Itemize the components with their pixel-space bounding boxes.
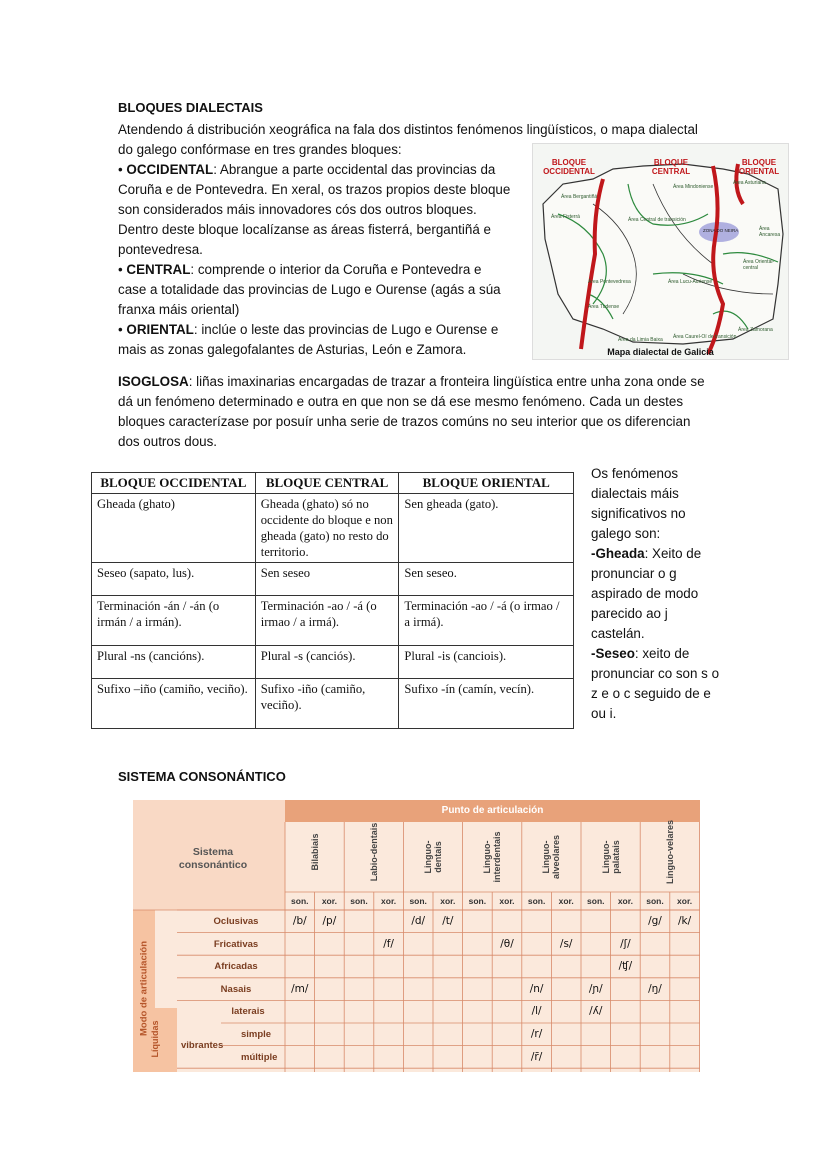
liquidas-label: Líquidas bbox=[150, 1020, 160, 1058]
table-cell: Terminación -ao / -á (o irmao / a irmá). bbox=[255, 596, 399, 646]
phoneme-cell: /m/ bbox=[291, 982, 309, 995]
table-row bbox=[92, 494, 574, 563]
map-label-occidental: BLOQUE OCCIDENTAL bbox=[543, 158, 595, 176]
place-header: Bilabiais bbox=[309, 833, 320, 871]
table-cell: Plural -is (canciois). bbox=[399, 646, 574, 679]
phoneme-cell: /p/ bbox=[322, 915, 337, 927]
dialect-table-header bbox=[92, 473, 574, 494]
map-caption: Mapa dialectal de Galicia bbox=[607, 347, 714, 357]
phoneme-cell: /θ/ bbox=[500, 937, 514, 950]
row-label: Africadas bbox=[214, 961, 258, 973]
son-header: son. bbox=[409, 896, 427, 906]
xor-header: xor. bbox=[617, 896, 633, 906]
row-label: laterais bbox=[231, 1006, 265, 1018]
son-header: son. bbox=[646, 896, 664, 906]
map-area-label: Área Asturiana bbox=[733, 180, 766, 186]
son-header: son. bbox=[291, 896, 309, 906]
son-header: son. bbox=[587, 896, 605, 906]
phoneme-cell: /d/ bbox=[411, 915, 426, 927]
table-cell: Terminación -án / -án (o irmán / a irmán). bbox=[92, 596, 256, 646]
side-notes bbox=[591, 464, 721, 724]
row-label: Nasais bbox=[220, 983, 252, 995]
xor-header: xor. bbox=[558, 896, 574, 906]
side-seseo: -Seseo: xeito de pronunciar co son s o z e o c seguido de e ou i. bbox=[591, 646, 720, 721]
bullet-oriental: • ORIENTAL: inclúe o leste das provincias de Lugo e Ourense e mais as zonas galegofalantes de Asturias, León e Zamora. bbox=[118, 322, 499, 357]
punto-label: Punto de articulación bbox=[441, 805, 544, 816]
map-label-central: BLOQUE CENTRAL bbox=[651, 158, 691, 176]
map-area-label: Área Bergantiñá bbox=[561, 194, 598, 200]
table-row bbox=[92, 679, 574, 729]
map-area-label: Área Central de transición bbox=[628, 217, 686, 223]
place-header: Linguo-velares bbox=[664, 819, 675, 884]
table-cell: Sen seseo bbox=[255, 563, 399, 596]
section-title-bloques: BLOQUES DIALECTAIS bbox=[118, 100, 263, 115]
table-row bbox=[92, 563, 574, 596]
table-header-cell: BLOQUE OCCIDENTAL bbox=[92, 473, 256, 494]
place-header: Linguo-alveolares bbox=[541, 834, 562, 880]
intro-paragraph: Atendendo á distribución xeográfica na fala dos distintos fenómenos lingüísticos, o mapa dialectal do galego confórmase en tres grandes bloques: bbox=[118, 122, 698, 157]
map-area-label: Área Fisterrá bbox=[551, 214, 580, 220]
phoneme-cell: /r/ bbox=[530, 1028, 543, 1040]
modo-label: Modo de articulación bbox=[138, 941, 150, 1037]
map-area-label: ZONA DO NEIRA bbox=[703, 228, 739, 233]
dialect-table bbox=[91, 472, 574, 729]
side-gheada: -Gheada: Xeito de pronunciar o g aspirado de modo parecido ao j castelán. bbox=[591, 546, 702, 641]
row-label: Fricativas bbox=[213, 938, 259, 950]
phoneme-cell: /t/ bbox=[442, 915, 454, 927]
phoneme-cell: /g/ bbox=[648, 915, 662, 927]
xor-header: xor. bbox=[677, 896, 693, 906]
phoneme-cell: /ɲ/ bbox=[588, 982, 603, 995]
phoneme-cell: /ʎ/ bbox=[589, 1005, 603, 1018]
place-header: Labio-dentais bbox=[368, 822, 379, 882]
map-area-label: Área Lucu-Auriense bbox=[668, 279, 713, 285]
vibrantes-label: vibrantes bbox=[181, 1040, 224, 1051]
place-header: Linguo-palatais bbox=[600, 840, 621, 874]
isoglosa-paragraph: ISOGLOSA: liñas imaxinarias encargadas de trazar a fronteira lingüística entre unha zona onde se dá un fenómeno determinado e outra en que non se dá ese mesmo fenómeno. Cada un destes bloques caracterízase por posuír unha serie de trazos comúns no seu interior que os diferencian dos outros dous. bbox=[118, 374, 705, 449]
table-header-cell: BLOQUE ORIENTAL bbox=[399, 473, 574, 494]
place-header: Linguo-dentais bbox=[423, 840, 443, 874]
son-header: son. bbox=[350, 896, 368, 906]
phoneme-cell: /ʃ/ bbox=[620, 937, 631, 950]
section-title-sistema: SISTEMA CONSONÁNTICO bbox=[118, 769, 286, 784]
table-row bbox=[92, 596, 574, 646]
table-cell: Sen gheada (gato). bbox=[399, 494, 574, 563]
bullet-occidental: • OCCIDENTAL: Abrangue a parte occidental das provincias da Coruña e de Pontevedra. En xeral, os trazos propios deste bloque son considerados máis innovadores cós dos outros bloques. Dentro deste bloque localízanse as áreas fisterrá, bergantiñá e pontevedresa. bbox=[118, 162, 511, 257]
row-label: simple bbox=[241, 1029, 272, 1040]
phoneme-cell: /r̄/ bbox=[530, 1050, 543, 1063]
phoneme-cell: /ʧ/ bbox=[618, 960, 633, 973]
table-cell: Sufixo –iño (camiño, veciño). bbox=[92, 679, 256, 729]
table-cell: Gheada (ghato) bbox=[92, 494, 256, 563]
table-cell: Seseo (sapato, lus). bbox=[92, 563, 256, 596]
table-cell: Sufixo -ín (camín, vecín). bbox=[399, 679, 574, 729]
son-header: son. bbox=[468, 896, 487, 906]
map-area-label: Área Oriental-central bbox=[743, 259, 775, 271]
table-cell: Sen seseo. bbox=[399, 563, 574, 596]
map-area-label: Área Tudense bbox=[588, 304, 620, 310]
map-label-oriental: BLOQUE ORIENTAL bbox=[738, 158, 780, 176]
side-intro: Os fenómenos dialectais máis significativos no galego son: bbox=[591, 466, 686, 541]
xor-header: xor. bbox=[499, 896, 515, 906]
phoneme-cell: /k/ bbox=[678, 915, 692, 927]
dialect-map bbox=[532, 143, 789, 360]
phoneme-cell: /ŋ/ bbox=[648, 982, 662, 995]
phoneme-cell: /l/ bbox=[531, 1005, 542, 1018]
row-label: múltiple bbox=[241, 1051, 278, 1063]
phoneme-cell: /s/ bbox=[559, 937, 573, 950]
phoneme-cell: /f/ bbox=[383, 937, 394, 950]
place-header: Linguo-interdentais bbox=[482, 831, 503, 883]
table-row bbox=[92, 646, 574, 679]
bullet-central: • CENTRAL: comprende o interior da Coruña e Pontevedra e case a totalidade das provincias de Lugo e Ourense (agás a súa franxa máis oriental) bbox=[118, 262, 501, 317]
xor-header: xor. bbox=[381, 896, 397, 906]
table-cell: Plural -s (canciós). bbox=[255, 646, 399, 679]
consonant-table bbox=[133, 800, 700, 1072]
phoneme-cell: /n/ bbox=[529, 982, 544, 995]
map-area-label: Área Zamorana bbox=[738, 327, 773, 333]
row-label: Oclusivas bbox=[213, 916, 259, 927]
map-area-label: Área Caurel-Oí de transición bbox=[673, 334, 737, 340]
map-area-label: Área da Limia Baixa bbox=[618, 337, 663, 343]
table-cell: Plural -ns (cancións). bbox=[92, 646, 256, 679]
son-header: son. bbox=[527, 896, 546, 906]
xor-header: xor. bbox=[321, 896, 337, 906]
table-cell: Sufixo -iño (camiño, veciño). bbox=[255, 679, 399, 729]
map-area-label: Área Pontevedresa bbox=[588, 279, 631, 285]
sistema-label: Sistema consonántico bbox=[178, 846, 248, 871]
map-area-label: Área Mindoniense bbox=[673, 184, 714, 190]
table-header-cell: BLOQUE CENTRAL bbox=[255, 473, 399, 494]
table-cell: Terminación -ao / -á (o irmao / a irmá). bbox=[399, 596, 574, 646]
map-area-label: Área Ancaresa bbox=[759, 226, 781, 238]
xor-header: xor. bbox=[440, 896, 456, 906]
bullet-list bbox=[118, 160, 513, 360]
table-cell: Gheada (ghato) só no occidente do bloque e non gheada (gato) no resto do territorio. bbox=[255, 494, 399, 563]
phoneme-cell: /b/ bbox=[292, 915, 307, 927]
